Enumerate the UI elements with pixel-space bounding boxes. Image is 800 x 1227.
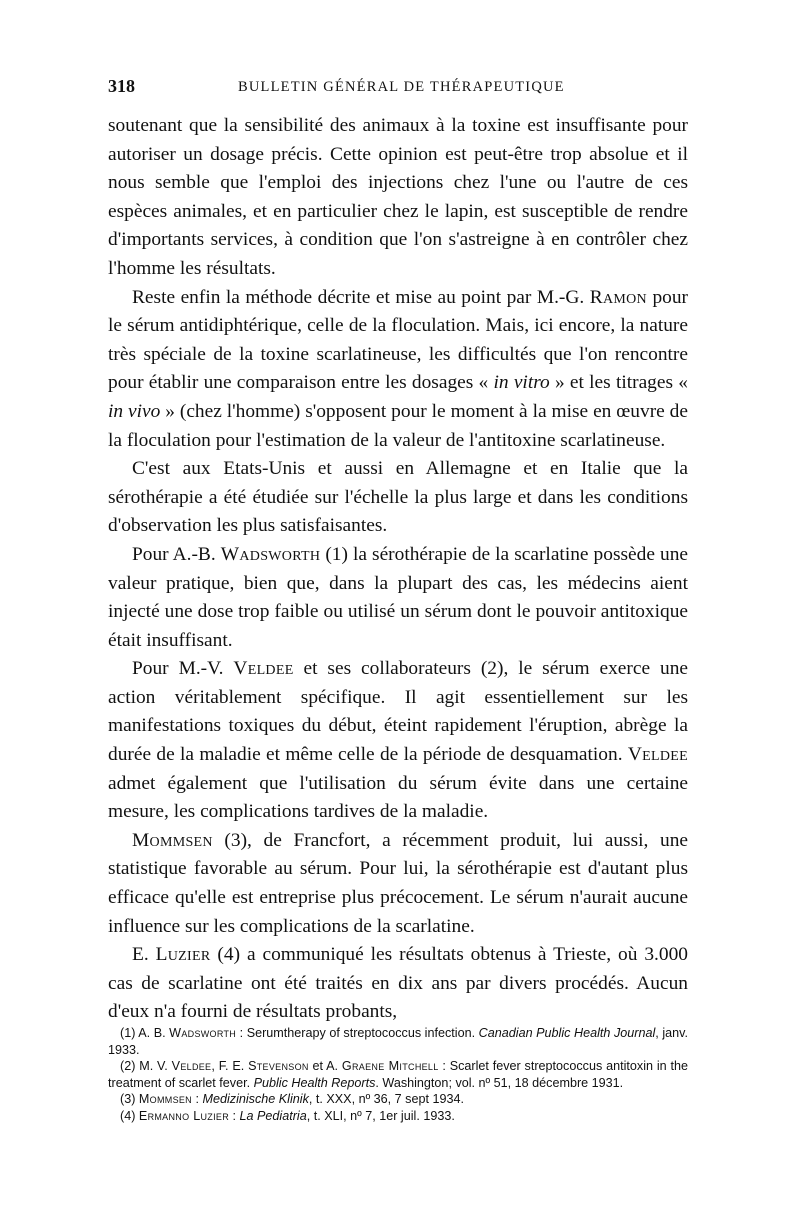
running-title: BULLETIN GÉNÉRAL DE THÉRAPEUTIQUE: [238, 79, 565, 95]
author-name: Stevenson: [248, 1059, 309, 1074]
paragraph-5: [108, 655, 688, 827]
footnote-4: [108, 1108, 688, 1125]
journal-title: Medizinische Klinik: [202, 1092, 309, 1107]
paragraph-7: [108, 941, 688, 1027]
text-run: » et les titrages «: [549, 372, 688, 394]
text-run: » (chez l'homme) s'opposent pour le moment à la mise en œuvre de la floculation pour l'estimation de la valeur de l'antitoxine scarlatineuse.: [108, 400, 688, 451]
author-name: Wadsworth: [169, 1026, 237, 1040]
latin-term: in vivo: [108, 400, 161, 422]
text-run: :: [229, 1108, 240, 1123]
author-name: Ramon: [589, 286, 647, 308]
footnote-2: [108, 1058, 688, 1091]
text-run: : Scarlet fever streptococcus antitoxin in the treatment of scarlet fever.: [108, 1059, 688, 1090]
author-name: Mommsen: [138, 1092, 192, 1107]
author-name: Wadsworth: [220, 543, 321, 565]
author-name: Veldee: [627, 744, 688, 766]
text-run: et A.: [308, 1059, 342, 1074]
paragraph-4: [108, 541, 688, 655]
text-run: . Washington; vol. nº 51, 18 décembre 1931.: [375, 1075, 624, 1090]
footnotes: [108, 1025, 688, 1125]
text-run: , janv. 1933.: [108, 1026, 688, 1057]
latin-term: in vitro: [493, 372, 550, 394]
text-run: Pour M.-V.: [132, 658, 234, 680]
journal-title: Canadian Public Health Journal: [478, 1026, 656, 1040]
footnote-1: [108, 1025, 688, 1058]
author-name: Veldee: [233, 658, 294, 680]
body-text: [108, 112, 688, 1027]
text-run: Pour A.-B.: [132, 543, 221, 565]
paragraph-6: [108, 827, 688, 941]
text-run: admet également que l'utilisation du sérum évite dans une certaine mesure, les complications tardives de la maladie.: [108, 772, 688, 823]
text-run: (3): [120, 1092, 139, 1107]
text-run: : Serumtherapy of streptococcus infection.: [236, 1026, 479, 1040]
text-run: et ses collaborateurs (2), le sérum exerce une action véritablement spécifique. Il agit essentiellement sur les manifestations toxiques du début, éteint rapidement l'éruption, abrège la durée de la maladie et même celle de la période de desquamation.: [108, 658, 689, 766]
text-run: , F. E.: [211, 1059, 249, 1074]
journal-title: La Pediatria: [239, 1108, 307, 1123]
text-run: (2) M. V.: [120, 1059, 172, 1074]
text-run: Reste enfin la méthode décrite et mise au point par M.-G.: [132, 286, 590, 308]
page-header: [108, 76, 688, 104]
text-run: , t. XLI, nº 7, 1er juil. 1933.: [306, 1108, 455, 1123]
author-name: Mommsen: [132, 829, 213, 851]
author-name: Ermanno Luzier: [138, 1108, 229, 1123]
text-run: pour le sérum antidiphtérique, celle de la floculation. Mais, ici encore, la nature très spéciale de la toxine scarlatineuse, les difficultés que l'on rencontre pour établir une comparaison entre les dosages «: [108, 286, 688, 394]
paragraph-2: [108, 284, 688, 456]
journal-title: Public Health Reports: [253, 1075, 376, 1090]
author-name: Luzier: [155, 944, 211, 966]
author-name: Graene Mitchell: [341, 1059, 439, 1074]
text-run: (1) A. B.: [120, 1026, 170, 1040]
text-run: (4): [120, 1108, 139, 1123]
text-run: E.: [132, 944, 156, 966]
text-run: (1) la sérothérapie de la scarlatine possède une valeur pratique, bien que, dans la plupart des cas, les médecins aient injecté une dose trop faible ou utilisé un sérum dont le pouvoir antitoxique était insuffisant.: [108, 543, 688, 651]
paragraph-1: soutenant que la sensibilité des animaux à la toxine est insuffisante pour autoriser un dosage précis. Cette opinion est peut-être trop absolue et il nous semble que l'emploi des injections chez l'une ou l'autre de ces espèces animales, et en particulier chez le lapin, est susceptible de rendre d'importants services, à condition que l'on s'astreigne à en contrôler chez l'homme les résultats.: [108, 115, 688, 279]
text-run: , t. XXX, nº 36, 7 sept 1934.: [308, 1092, 464, 1107]
paragraph-3: C'est aux Etats-Unis et aussi en Allemagne et en Italie que la sérothérapie a été étudiée sur l'échelle la plus large et dans les conditions d'observation les plus satisfaisantes.: [108, 458, 688, 537]
text-run: (3), de Francfort, a récemment produit, lui aussi, une statistique favorable au sérum. Pour lui, la sérothérapie est d'autant plus efficace qu'elle est entreprise plus précocement. Le sérum n'aurait aucune influence sur les complications de la scarlatine.: [108, 829, 688, 937]
text-run: (4) a communiqué les résultats obtenus à Trieste, où 3.000 cas de scarlatine ont été traités en dix ans par divers procédés. Aucun d'eux n'a fourni de résultats probants,: [108, 944, 688, 1023]
text-run: :: [191, 1092, 203, 1107]
page-number: 318: [108, 76, 135, 96]
footnote-3: [108, 1091, 688, 1108]
author-name: Veldee: [171, 1059, 212, 1074]
